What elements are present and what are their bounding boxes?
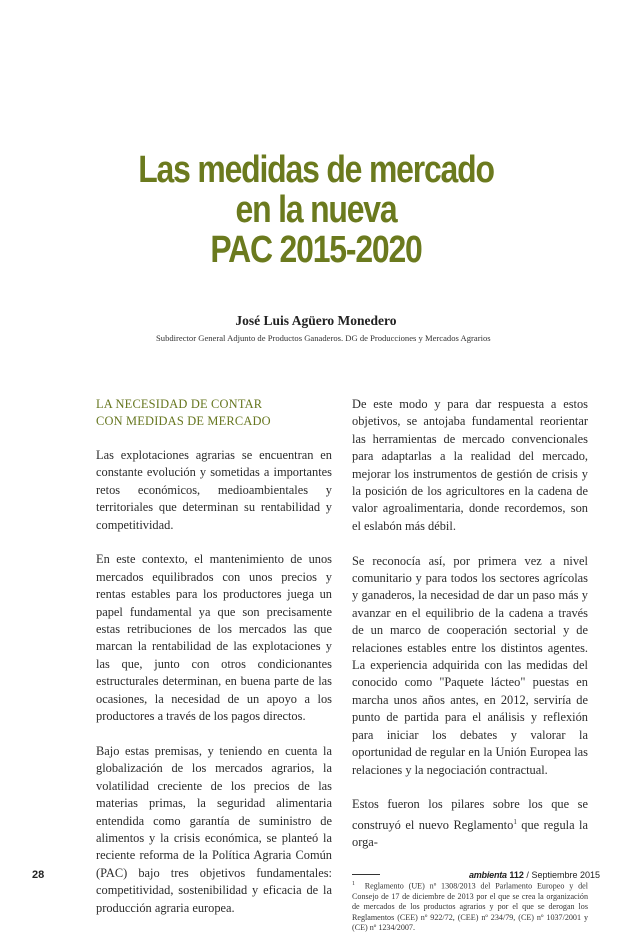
footnote-text: Reglamento (UE) nº 1308/2013 del Parlamento Europeo y del Consejo de 17 de diciembre de 2013 por el que se crea la organización de mercados de los productos agrarios y por el que se derogan los Reglamentos (CEE) nº 922/72, (CEE) nº 234/79, (CE) nº 1037/2001 y (CE) nº 1234/2007. <box>352 881 588 932</box>
footnote-reference[interactable]: 1 <box>513 817 517 826</box>
footnote-marker: 1 <box>352 880 355 887</box>
body-paragraph: Las explotaciones agrarias se encuentran en constante evolución y sometidas a importantes retos económicos, medioambientales y territoriales que determinan su rentabilidad y competitividad. <box>96 448 332 532</box>
section-heading <box>96 396 332 430</box>
title-line-3: PAC 2015-2020 <box>210 229 422 271</box>
issue-number: 112 <box>509 870 524 880</box>
section-heading-line-2: CON MEDIDAS DE MERCADO <box>96 414 271 428</box>
issue-date: Septiembre 2015 <box>531 870 600 880</box>
magazine-name: ambienta <box>468 870 507 880</box>
body-paragraph: De este modo y para dar respuesta a estos objetivos, se antojaba fundamental reorientar las herramientas de mercado convencionales para adaptarlas a la realidad del mercado, mejorar los instrumentos de gestión de crisis y la posición de los agricultores en la cadena de valor agroalimentaria, donde recordemos, son el eslabón más débil. <box>352 397 588 533</box>
body-paragraph-last <box>352 796 588 851</box>
right-column <box>352 396 588 933</box>
article-title <box>51 150 582 270</box>
author-affiliation: Subdirector General Adjunto de Productos Ganaderos. DG de Producciones y Mercados Agrarios <box>156 333 491 343</box>
footer-separator: / <box>526 870 529 880</box>
page-number: 28 <box>32 869 45 881</box>
body-paragraph: En este contexto, el mantenimiento de unos mercados equilibrados con unos precios y rentas estables para los productores juega un papel fundamental ya que son precisamente estas retribuciones de los mercados las que marcan la rentabilidad de las explotaciones y las que, junto con otros condicionantes estructurales determinan, en buena parte de las ocasiones, la necesidad de un apoyo a los productores a través de los pagos directos. <box>96 552 332 724</box>
title-line-1: Las medidas de mercado <box>138 149 494 191</box>
left-column <box>96 396 332 934</box>
footnote-divider <box>352 874 380 875</box>
body-paragraph: Bajo estas premisas, y teniendo en cuenta la globalización de los mercados agrarios, la volatilidad creciente de los precios de las materias primas, la seguridad alimentaria entendida como garantía de suministro de alimentos y la crisis económica, se planteó la reciente reforma de la Política Agraria Común (PAC) bajo tres objetivos fundamentales: competitividad, sostenibilidad y eficacia de la producción agraria europea. <box>96 743 332 915</box>
page-footer <box>469 870 600 880</box>
last-paragraph-continuation: que regula la orga- <box>352 817 588 850</box>
body-paragraph: Se reconocía así, por primera vez a nivel comunitario y para todos los sectores agrícolas y ganaderos, la necesidad de dar un paso más y avanzar en el equilibrio de la cadena a través de un marco de cooperación sectorial y de relaciones estables entre los distintos agentes. La experiencia adquirida con las medidas del conocido como "Paquete lácteo" puestas en marcha unos años antes, en 2012, serviría de punto de partida para el análisis y reflexión para iniciar los debates y valorar la oportunidad de regular en la Unión Europea las relaciones y la negociación contractual. <box>352 553 588 777</box>
title-line-2: en la nueva <box>235 189 397 231</box>
section-heading-line-1: LA NECESIDAD DE CONTAR <box>96 397 263 411</box>
author-name: José Luis Agüero Monedero <box>235 313 397 328</box>
last-paragraph-text: Estos fueron los pilares sobre los que se construyó el nuevo Reglamento <box>352 797 588 832</box>
